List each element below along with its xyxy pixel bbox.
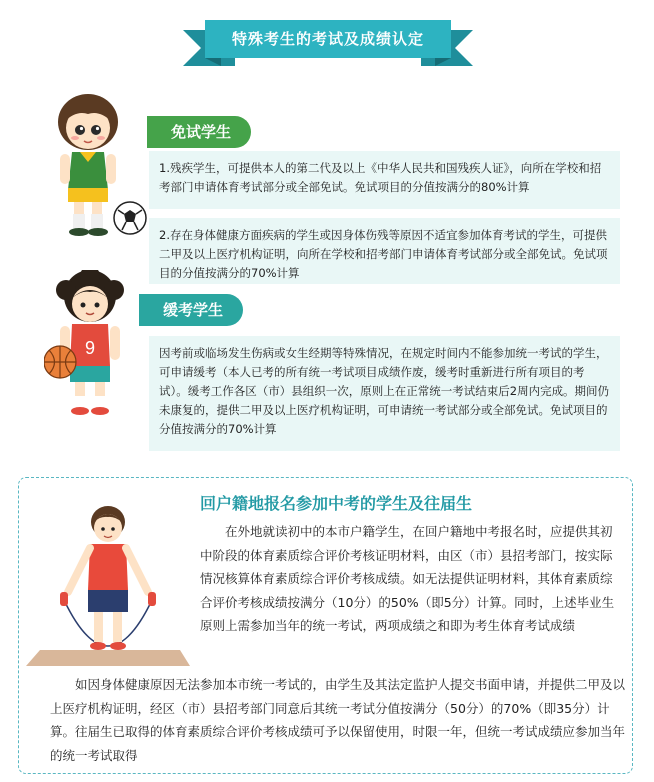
deferred-students-label: 缓考学生	[139, 294, 243, 326]
returning-paragraph-2: 如因身体健康原因无法参加本市统一考试的，由学生及其法定监护人提交书面申请，并提供二甲及以上医疗机构证明，经区（市）县招考部门同意后其统一考试分值按满分（50分）的70%（即35分）计算。往届生已取得的体育素质综合评价考核成绩可予以保留使用，时限一年，但统一考试成绩应参加当年的统一考试取得	[50, 677, 626, 763]
deferred-text: 因考前或临场发生伤病或女生经期等特殊情况，在规定时间内不能参加统一考试的学生，可申请缓考（本人已考的所有统一考试项目成绩作废，缓考时重新进行所有项目的考试）。缓考工作各区（市）县组织一次，原则上在正常统一考试结束后2周内完成。期间仍未康复的，提供二甲及以上医疗机构证明，可申请统一考试部分或全部免试。免试项目的分值按满分的70%计算	[149, 336, 620, 451]
section-banner	[183, 16, 473, 72]
jump-rope-boy-illustration	[26, 500, 190, 668]
ribbon-fold-left	[205, 58, 221, 66]
exempt-item-1: 1.残疾学生，可提供本人的第二代及以上《中华人民共和国残疾人证》，向所在学校和招考部门申请体育考试部分或全部免试。免试项目的分值按满分的80%计算	[149, 151, 620, 209]
ribbon-fold-right	[435, 58, 451, 66]
returning-students-title: 回户籍地报名参加中考的学生及往届生	[200, 494, 473, 513]
girl-soccer-illustration	[50, 92, 150, 242]
boy-basketball-illustration	[44, 270, 136, 420]
jersey-number: 9	[84, 338, 96, 358]
banner-title: 特殊考生的考试及成绩认定	[205, 20, 451, 58]
exempt-students-label: 免试学生	[147, 116, 251, 148]
returning-paragraph-1: 在外地就读初中的本市户籍学生，在回户籍地中考报名时，应提供其初中阶段的体育素质综合评价考核证明材料，由区（市）县招考部门，按实际情况核算体育素质综合评价考核成绩。如无法提供证明材料，其体育素质综合评价考核成绩按满分（10分）的50%（即5分）计算。同时，上述毕业生原则上需参加当年的统一考试，两项成绩之和即为考生体育考试成绩	[200, 524, 615, 633]
exempt-item-2: 2.存在身体健康方面疾病的学生或因身体伤残等原因不适宜参加体育考试的学生，可提供二甲及以上医疗机构证明，向所在学校和招考部门申请体育考试部分或全部免试。免试项目的分值按满分的70%计算	[149, 218, 620, 284]
